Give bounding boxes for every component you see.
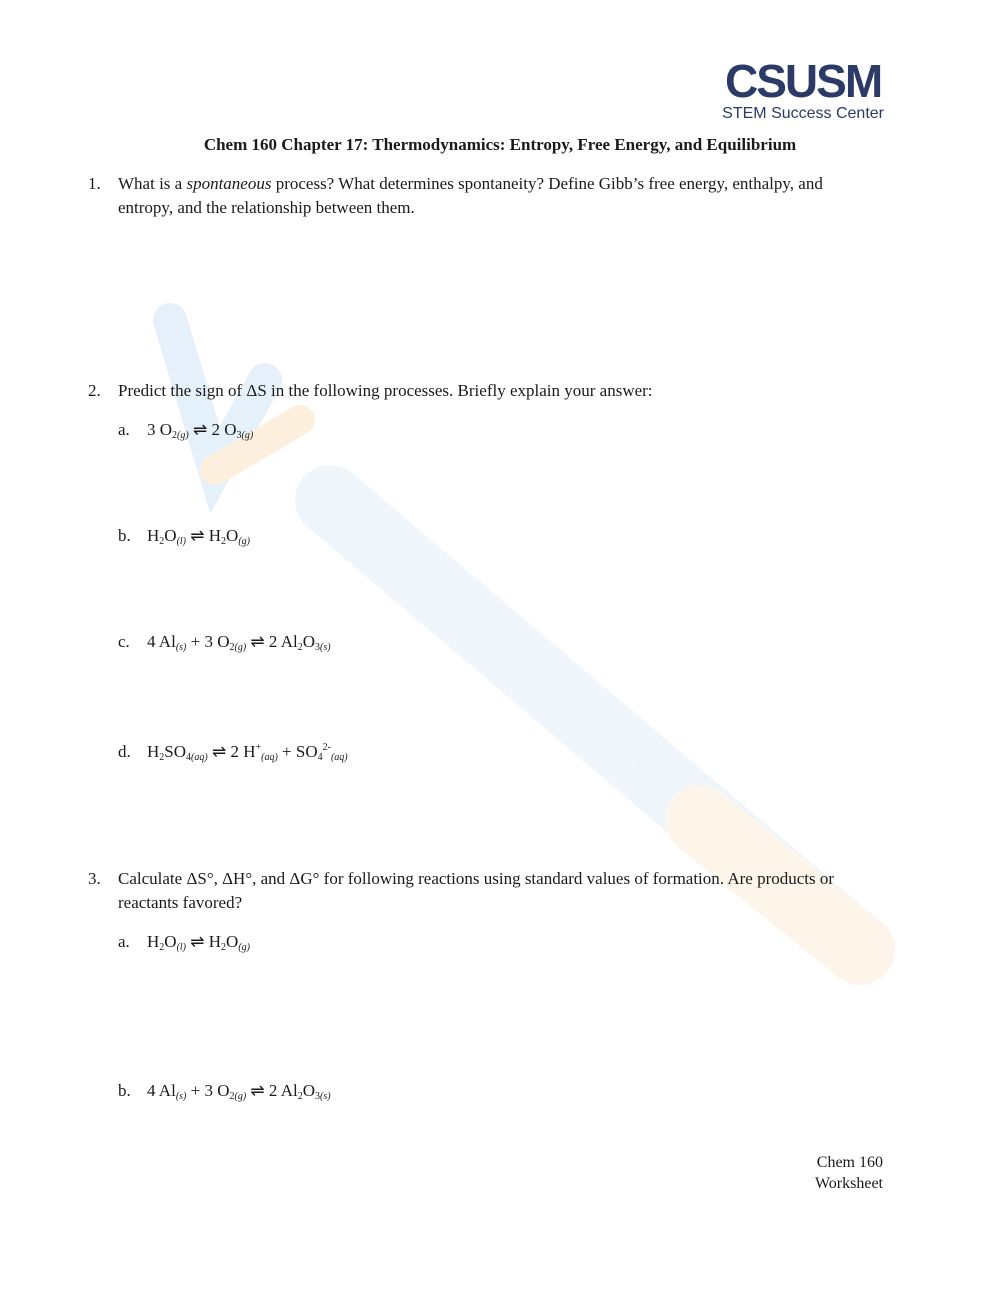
page-title: Chem 160 Chapter 17: Thermodynamics: Entropy, Free Energy, and Equilibrium (203, 135, 797, 154)
question-2 (88, 379, 868, 403)
q3-item-a: a. $H_2O_{(l)}$ ⇌ $H_2O_{(g)}$ (118, 932, 250, 953)
footer-course: Chem 160 (816, 1154, 883, 1171)
logo-subtitle: STEM Success Center (722, 105, 884, 122)
question-text: What is a spontaneous process? What determines spontaneity? Define Gibb’s free energy, enthalpy, and entropy, and the relationship between them. (118, 174, 823, 217)
q2-item-a: a. 3 $O_{2(g)}$ ⇌ 2 $O_{3(g)}$ (118, 420, 254, 441)
q2-item-d: d. $H_2SO_{4(aq)}$ ⇌ 2 $H^+_{(aq)} + SO_4^{2-}_{(aq)}$ (118, 742, 348, 763)
question-number: 3. (88, 869, 101, 888)
q3-item-b: b. 4 $Al_{(s)} + 3$ $O_{2(g)}$ ⇌ 2 $Al_2O_{3(s)}$ (118, 1081, 331, 1102)
question-3 (88, 867, 868, 915)
q2-item-b: b. $H_2O_{(l)}$ ⇌ $H_2O_{(g)}$ (118, 526, 250, 547)
question-number: 2. (88, 381, 101, 400)
q2-item-c: c. 4 $Al_{(s)} + 3$ $O_{2(g)}$ ⇌ 2 $Al_2O_{3(s)}$ (118, 632, 331, 653)
logo-wordmark: CSUSM (725, 55, 882, 107)
footer-type: Worksheet (814, 1175, 883, 1192)
question-1 (88, 172, 868, 220)
question-text: Calculate ΔS°, ΔH°, and ΔG° for following reactions using standard values of formation. Are products or reactants favored? (118, 869, 835, 912)
csusm-logo (722, 55, 884, 124)
question-text: Predict the sign of ΔS in the following processes. Briefly explain your answer: (118, 381, 653, 400)
page-footer (815, 1152, 883, 1194)
question-number: 1. (88, 174, 101, 193)
